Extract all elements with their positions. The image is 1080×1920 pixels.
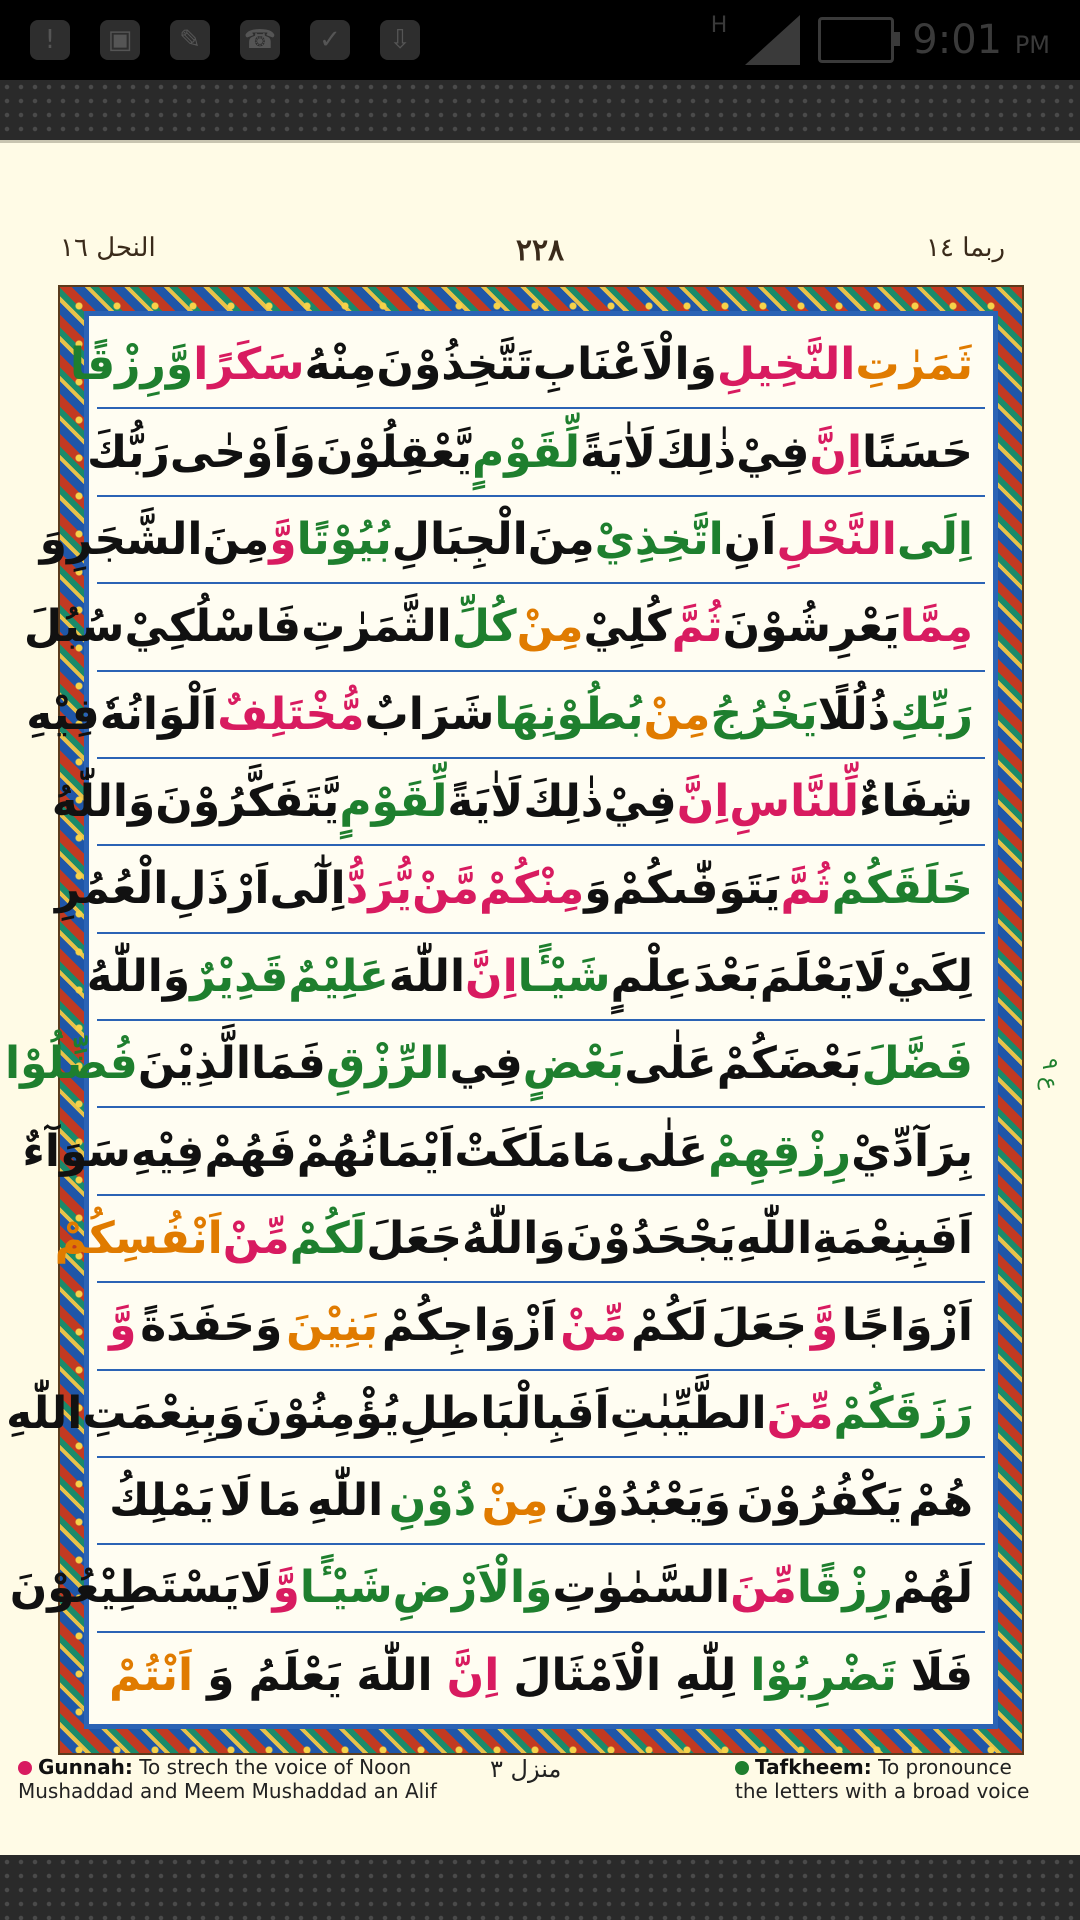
verse-word: يَخْرُجُ bbox=[710, 688, 818, 740]
verse-word: جَعَلَ bbox=[366, 1212, 463, 1264]
verse-word: يَمْلِكُ bbox=[109, 1475, 215, 1527]
verse-word: خَلَقَكُمْ bbox=[831, 863, 973, 915]
verse-word: عَلٰى bbox=[624, 1038, 717, 1090]
verse-word: يَعْرِشُوْنَ bbox=[722, 601, 900, 653]
verse-word: سَوَآءٌ bbox=[22, 1125, 131, 1177]
verse-word: الْعُمُرِ bbox=[55, 863, 169, 915]
wrench-icon: ✎ bbox=[170, 20, 210, 60]
verse-word: اِنَّ bbox=[676, 776, 730, 828]
verse-word: شِفَاءٌ bbox=[859, 776, 973, 828]
battery-icon bbox=[818, 17, 894, 63]
verse-word: النَّخِيلِ bbox=[716, 339, 856, 391]
verse-word: لَكُمْ bbox=[630, 1300, 708, 1352]
verse-word: فِيْهِ bbox=[26, 688, 100, 740]
verse-word: تَضْرِبُوْا bbox=[750, 1649, 897, 1701]
verse-word: ذٰلِكَ bbox=[655, 426, 737, 478]
verse-word: بُطُوْنِهَا bbox=[494, 688, 644, 740]
verse-word: بِرَآدِّيْ bbox=[851, 1125, 973, 1177]
verse-word: اَفَبِنِعْمَةِ bbox=[812, 1212, 973, 1264]
verse-word: شَيْـًٔا bbox=[299, 1562, 393, 1614]
verse-word: اَلْوَانُهٗ bbox=[99, 688, 218, 740]
verse-word: النَّحْلِ bbox=[776, 513, 897, 565]
para-name: ربما ١٤ bbox=[926, 233, 1005, 263]
tafkheem-title: Tafkheem: bbox=[755, 1755, 872, 1779]
verse-word: رَزَقَكُمْ bbox=[833, 1387, 973, 1439]
verse-word: فِيْ bbox=[736, 426, 810, 478]
verse-word: بَعْضٍ bbox=[522, 1038, 625, 1090]
verse-word: الَّذِيْنَ bbox=[137, 1038, 251, 1090]
verse-line[interactable] bbox=[69, 322, 985, 409]
verse-word: وَّ bbox=[272, 1562, 300, 1614]
verse-word: بَعْضَكُمْ bbox=[716, 1038, 862, 1090]
verse-word: يَكْفُرُوْنَ bbox=[736, 1475, 903, 1527]
verse-word: وَّ bbox=[810, 1300, 839, 1352]
verse-word: بَنِيْنَ bbox=[286, 1300, 379, 1352]
verse-word: ذُلُلًا bbox=[817, 688, 891, 740]
verse-word: مَلَكَتْ bbox=[454, 1125, 572, 1177]
verse-word: شَرَابٌ bbox=[364, 688, 495, 740]
clock bbox=[912, 17, 1050, 63]
top-toolbar bbox=[0, 80, 1080, 140]
verse-word: وَيَعْبُدُوْنَ bbox=[553, 1475, 731, 1527]
verse-word: الثَّمَرٰتِ bbox=[301, 601, 452, 653]
verse-word: رَبِّكِ bbox=[890, 688, 973, 740]
verse-word: رِزْقِهِمْ bbox=[708, 1125, 852, 1177]
clock-ampm: PM bbox=[1014, 31, 1050, 59]
verse-line[interactable] bbox=[97, 1283, 985, 1370]
verse-word: فَلَا bbox=[910, 1649, 973, 1701]
verse-word: فَهُمْ bbox=[204, 1125, 297, 1177]
verse-word: مِنْ bbox=[481, 1475, 549, 1527]
verse-line[interactable] bbox=[5, 1021, 985, 1108]
verse-word: مِنَ bbox=[202, 513, 270, 565]
verse-word: هُمْ bbox=[907, 1475, 973, 1527]
verse-word: كُلِيْ bbox=[583, 601, 672, 653]
page-number: ٢٢٨ bbox=[515, 233, 565, 268]
verse-line[interactable] bbox=[39, 497, 985, 584]
verse-word: فِيْ bbox=[603, 776, 677, 828]
verse-word: مِنْ bbox=[643, 688, 711, 740]
verse-word: وَبِنِعْمَتِ bbox=[82, 1387, 246, 1439]
verse-word: رَبُّكَ bbox=[87, 426, 170, 478]
verse-word: اِنَّ bbox=[446, 1649, 500, 1701]
verse-word: ذٰلِكَ bbox=[523, 776, 604, 828]
verse-word: جَعَلَ bbox=[711, 1300, 808, 1352]
verse-word: اَزْوَاجًا bbox=[841, 1300, 973, 1352]
verse-word: ثُمَّ bbox=[671, 601, 723, 653]
status-right bbox=[710, 12, 1050, 65]
network-type: H bbox=[710, 12, 728, 38]
verse-word: اَزْوَاجِكُمْ bbox=[381, 1300, 557, 1352]
verse-word: يَعْلَمُ bbox=[248, 1649, 343, 1701]
ruku-marker: ع ٩ bbox=[1037, 1058, 1062, 1090]
verse-word: مِنْ bbox=[516, 601, 584, 653]
verse-word: لِّقَوْمٍ bbox=[471, 426, 581, 478]
verse-word: يَجْحَدُوْنَ bbox=[565, 1212, 736, 1264]
verse-word: السَّمٰوٰتِ bbox=[552, 1562, 731, 1614]
manzil-label: منزل ٣ bbox=[490, 1755, 562, 1783]
verse-word: رِزْقًا bbox=[69, 339, 166, 391]
verse-word: يَسْتَطِيْعُوْنَ bbox=[9, 1562, 240, 1614]
verse-word: سَكَرًا bbox=[193, 339, 305, 391]
verse-word: مِّنَ bbox=[730, 1562, 797, 1614]
verse-word: مَا bbox=[257, 1475, 302, 1527]
verse-word: كُلِّ bbox=[451, 601, 517, 653]
verse-word: اَنْفُسِكُمْ bbox=[54, 1212, 223, 1264]
verse-word: لِّقَوْمٍ bbox=[339, 776, 448, 828]
verse-word: ثَمَرٰتِ bbox=[855, 339, 973, 391]
tafkheem-color-dot bbox=[735, 1761, 749, 1775]
verse-word: مَا bbox=[571, 1125, 616, 1177]
verse-word: مِنْهُ bbox=[304, 339, 377, 391]
verse-word: وَ bbox=[39, 513, 67, 565]
verse-word: يَعْلَمَ bbox=[759, 950, 854, 1002]
verse-word: وَ bbox=[207, 1649, 235, 1701]
gunnah-color-dot bbox=[18, 1761, 32, 1775]
verse-word: اَنْتُمْ bbox=[109, 1649, 194, 1701]
verse-lines bbox=[5, 311, 998, 1729]
verse-word: لِكَيْ bbox=[886, 950, 973, 1002]
verse-word: وَحَفَدَةً bbox=[140, 1300, 283, 1352]
signal-icon bbox=[745, 15, 800, 65]
verse-word: اتَّخِذِيْ bbox=[594, 513, 724, 565]
verse-word: يَّعْقِلُوْنَ bbox=[315, 426, 472, 478]
verse-word: اَيْمَانُهُمْ bbox=[296, 1125, 455, 1177]
image-icon: ▣ bbox=[100, 20, 140, 60]
verse-word: يَّتَفَكَّرُوْنَ bbox=[155, 776, 340, 828]
clock-time: 9:01 bbox=[912, 17, 1003, 63]
verse-word: الْجِبَالِ bbox=[391, 513, 528, 565]
verse-word: وَالْاَعْنَابِ bbox=[532, 339, 717, 391]
verse-word: اللّٰهَ bbox=[356, 1649, 433, 1701]
gunnah-legend bbox=[18, 1755, 488, 1803]
verse-word: لِّلنَّاسِ bbox=[729, 776, 860, 828]
verse-word: مِّنْ bbox=[222, 1212, 290, 1264]
verse-word: فُضِّلُوْا bbox=[5, 1038, 138, 1090]
verse-word: اَفَبِالْبَاطِلِ bbox=[399, 1387, 610, 1439]
verse-word: تَتَّخِذُوْنَ bbox=[376, 339, 533, 391]
verse-word: اِلٰٓى bbox=[269, 863, 346, 915]
verse-line[interactable] bbox=[26, 672, 985, 759]
verse-word: مِّنَ bbox=[766, 1387, 834, 1439]
verse-word: وَاللّٰهُ bbox=[51, 776, 156, 828]
verse-word: دُوْنِ bbox=[388, 1475, 477, 1527]
gunnah-title: Gunnah: bbox=[38, 1755, 133, 1779]
verse-word: عَلِيْمٌ bbox=[288, 950, 389, 1002]
verse-word: اِنَّ bbox=[809, 426, 863, 478]
verse-word: مِّنْ bbox=[560, 1300, 628, 1352]
verse-word: لَا bbox=[853, 950, 887, 1002]
verse-word: الشَّجَرِ bbox=[66, 513, 203, 565]
verse-word: شَيْـًٔا bbox=[517, 950, 611, 1002]
verse-line[interactable] bbox=[6, 1371, 985, 1458]
verse-word: اِلَى bbox=[896, 513, 973, 565]
download-icon: ⇩ bbox=[380, 20, 420, 60]
bottom-toolbar bbox=[0, 1855, 1080, 1920]
verse-word: مِنْكُمْ bbox=[478, 863, 585, 915]
verse-line[interactable] bbox=[51, 759, 985, 846]
verse-word: وَّ bbox=[269, 513, 297, 565]
verse-word: لَاٰيَةً bbox=[580, 426, 656, 478]
verse-line[interactable] bbox=[9, 1545, 985, 1632]
verse-line[interactable] bbox=[87, 409, 985, 496]
verse-word: اللّٰهِ bbox=[735, 1212, 813, 1264]
verse-line[interactable] bbox=[97, 1633, 985, 1718]
verse-word: فِيْهِ bbox=[130, 1125, 205, 1177]
tafkheem-legend bbox=[735, 1755, 1035, 1803]
verse-word: وَاللّٰهُ bbox=[86, 950, 191, 1002]
verse-word: لَكُمْ bbox=[289, 1212, 367, 1264]
surah-name: النحل ١٦ bbox=[60, 233, 156, 263]
verse-line[interactable] bbox=[23, 584, 985, 671]
verse-word: رِزْقًا bbox=[796, 1562, 893, 1614]
verse-word: سُبُلَ bbox=[23, 601, 125, 653]
verse-line[interactable] bbox=[22, 1108, 985, 1195]
verse-word: وَّ bbox=[165, 339, 194, 391]
verse-word: اَرْذَلِ bbox=[168, 863, 270, 915]
verse-word: اللّٰهِ bbox=[307, 1475, 384, 1527]
verse-word: لِلّٰهِ bbox=[675, 1649, 737, 1701]
voicemail-icon: ☎ bbox=[240, 20, 280, 60]
verse-word: اللّٰهِ bbox=[6, 1387, 83, 1439]
verse-word: الطَّيِّبٰتِ bbox=[609, 1387, 767, 1439]
verse-word: لَهُمْ bbox=[892, 1562, 973, 1614]
verse-word: مَّنْ bbox=[412, 863, 479, 915]
verse-word: قَدِيْرٌ bbox=[190, 950, 289, 1002]
verse-line[interactable] bbox=[55, 846, 985, 933]
verse-word: الْاَمْثَالَ bbox=[513, 1649, 662, 1701]
verse-word: يَتَوَفّٰىكُمْ bbox=[611, 863, 781, 915]
quran-page[interactable] bbox=[0, 140, 1080, 1858]
verse-word: فَمَا bbox=[250, 1038, 326, 1090]
verse-word: وَاللّٰهُ bbox=[462, 1212, 566, 1264]
verse-word: يُّرَدُّ bbox=[345, 863, 413, 915]
verse-word: لَا bbox=[239, 1562, 273, 1614]
alert-icon: ! bbox=[30, 20, 70, 60]
verse-word: الرِّزْقِ bbox=[325, 1038, 450, 1090]
verse-word: اَنِ bbox=[723, 513, 777, 565]
verse-word: يُؤْمِنُوْنَ bbox=[245, 1387, 400, 1439]
gunnah-text: To strech the voice of Noon Mushaddad and Meem Mushaddad an Alif bbox=[18, 1755, 437, 1803]
verse-word: مُّخْتَلِفٌ bbox=[217, 688, 365, 740]
verse-line[interactable] bbox=[54, 1196, 985, 1283]
verse-word: وَالْاَرْضِ bbox=[392, 1562, 553, 1614]
verse-word: حَسَنًا bbox=[862, 426, 973, 478]
page-header bbox=[0, 233, 1080, 283]
verse-word: عَلٰى bbox=[615, 1125, 709, 1177]
verse-word: لَا bbox=[219, 1475, 253, 1527]
notification-icons bbox=[30, 20, 420, 60]
verse-word: مِنَ bbox=[527, 513, 595, 565]
verse-line[interactable] bbox=[86, 934, 985, 1021]
verse-word: وَ bbox=[584, 863, 612, 915]
verse-word: فِي bbox=[449, 1038, 523, 1090]
verse-word: وَّ bbox=[109, 1300, 137, 1352]
verse-word: مِمَّا bbox=[899, 601, 973, 653]
verse-word: فَاسْلُكِيْ bbox=[124, 601, 302, 653]
verse-word: وَاَوْحٰى bbox=[169, 426, 316, 478]
verse-word: بَعْدَ bbox=[693, 950, 760, 1002]
verse-line[interactable] bbox=[97, 1458, 985, 1545]
check-icon: ✓ bbox=[310, 20, 350, 60]
verse-word: عِلْمٍ bbox=[610, 950, 693, 1002]
verse-word: ثُمَّ bbox=[780, 863, 832, 915]
ornamental-frame bbox=[5, 285, 1024, 1755]
verse-word: اللّٰهَ bbox=[388, 950, 466, 1002]
verse-word: بُيُوْتًا bbox=[296, 513, 392, 565]
status-bar bbox=[0, 0, 1080, 80]
tafkheem-text: To pronounce the letters with a broad voice bbox=[735, 1755, 1030, 1803]
verse-word: فَضَّلَ bbox=[861, 1038, 973, 1090]
verse-word: اِنَّ bbox=[465, 950, 518, 1002]
verse-word: لَاٰيَةً bbox=[447, 776, 524, 828]
